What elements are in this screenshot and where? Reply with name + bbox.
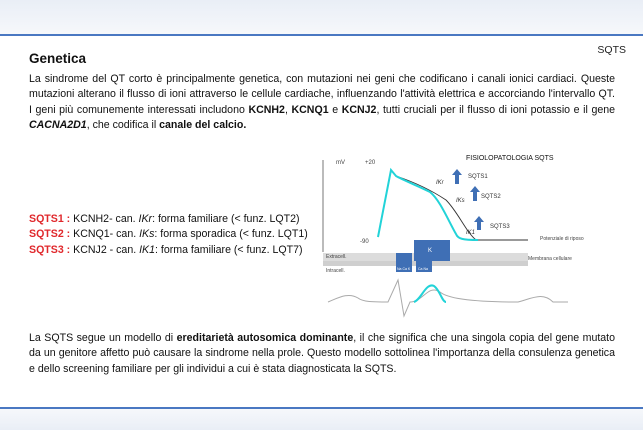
resting-label: Potenziale di riposo [540,236,584,242]
sqts3-fig-label: SQTS3 [490,224,510,230]
current-label: IK1 [139,243,156,256]
gene-cacna2d1: CACNA2D1 [29,118,87,131]
action-potential-short [378,170,478,240]
intracell-label: Intracell. [326,268,345,274]
list-item [29,243,308,258]
ikr-label: IKr [436,180,444,186]
extracell-label: Extracell. [326,254,347,260]
calcium-channel: canale del calcio. [159,118,247,131]
section-title: Genetica [29,51,87,66]
intro-paragraph [29,72,615,133]
sqts2-arrow [470,186,480,201]
current-label: IKs [139,228,155,241]
text-run: , [284,103,292,116]
gene-kcnj2: KCNJ2 [341,103,377,116]
slide-tag: SQTS [597,44,626,56]
na-ca-k-label: Na Ca K [397,267,411,271]
sqts3-label: SQTS3 : [29,243,71,256]
text-run: , che codifica il [86,118,160,131]
ik1-label: IK1 [466,230,476,236]
text-run: e [328,103,342,116]
list-text: KCNQ1- can. [70,228,140,241]
figure-title: FISIOLOPATOLOGIA SQTS [466,155,554,162]
plus20-label: +20 [365,160,376,166]
text-run: , il che significa che una singola copia del gene mutato da un genitore affetto può causare la sindrome nella prole. Questo modello sottolinea l'importanza della consulenza genetica e dello screening familiare per gli individui a cui è stata diagnosticata la SQTS. [29,332,616,375]
sqts3-arrow [474,216,484,230]
pathophysiology-figure [318,152,618,322]
inheritance-paragraph [29,331,615,377]
list-text: KCNJ2 - can. [70,243,140,256]
header-bar [0,0,643,36]
footer-bar [0,407,643,430]
current-label: IKr [138,213,153,225]
text-run: La SQTS segue un modello di [29,332,177,344]
sqts1-label: SQTS1 : [29,213,71,225]
list-text: : forma familiare (< funz. LQT2) [152,213,300,225]
ecg-trace [328,280,568,316]
list-text: : forma sporadica (< funz. LQT1) [154,228,308,241]
list-text: KCNH2- can. [70,213,139,225]
text-run: La sindrome del QT corto è principalmente genetica, con mutazioni nei geni che codificano i canali ionici cardiaci. Queste mutazioni alterano il flusso di ioni attraverso le cellule cardiache, influenzando l'attività elettrica e accorciando l'intervallo QT. I geni più comunemente interessati includono [29,73,615,116]
sqts1-fig-label: SQTS1 [468,174,488,180]
list-item [29,212,308,227]
sqts-list [29,212,308,258]
sqts2-label: SQTS2 : [29,228,71,241]
autosomal-dominant: ereditarietà autosomica dominante [176,332,354,344]
iks-label: IKs [456,198,465,204]
gene-kcnq1: KCNQ1 [291,103,329,116]
membrane-label: Membrana cellulare [528,256,572,262]
sqts1-arrow [452,169,462,184]
mv-label: mV [336,160,345,166]
list-text: : forma familiare (< funz. LQT7) [155,243,303,256]
ecg-short-t [414,285,446,302]
list-item [29,227,308,242]
minus90-label: -90 [360,239,369,245]
gene-kcnh2: KCNH2 [248,103,285,116]
text-run: , tutti cruciali per il flusso di ioni potassio e il gene [376,103,616,116]
ca-na-label: Ca Na [418,267,428,271]
sqts2-fig-label: SQTS2 [481,194,501,200]
k-label: K [428,248,433,254]
